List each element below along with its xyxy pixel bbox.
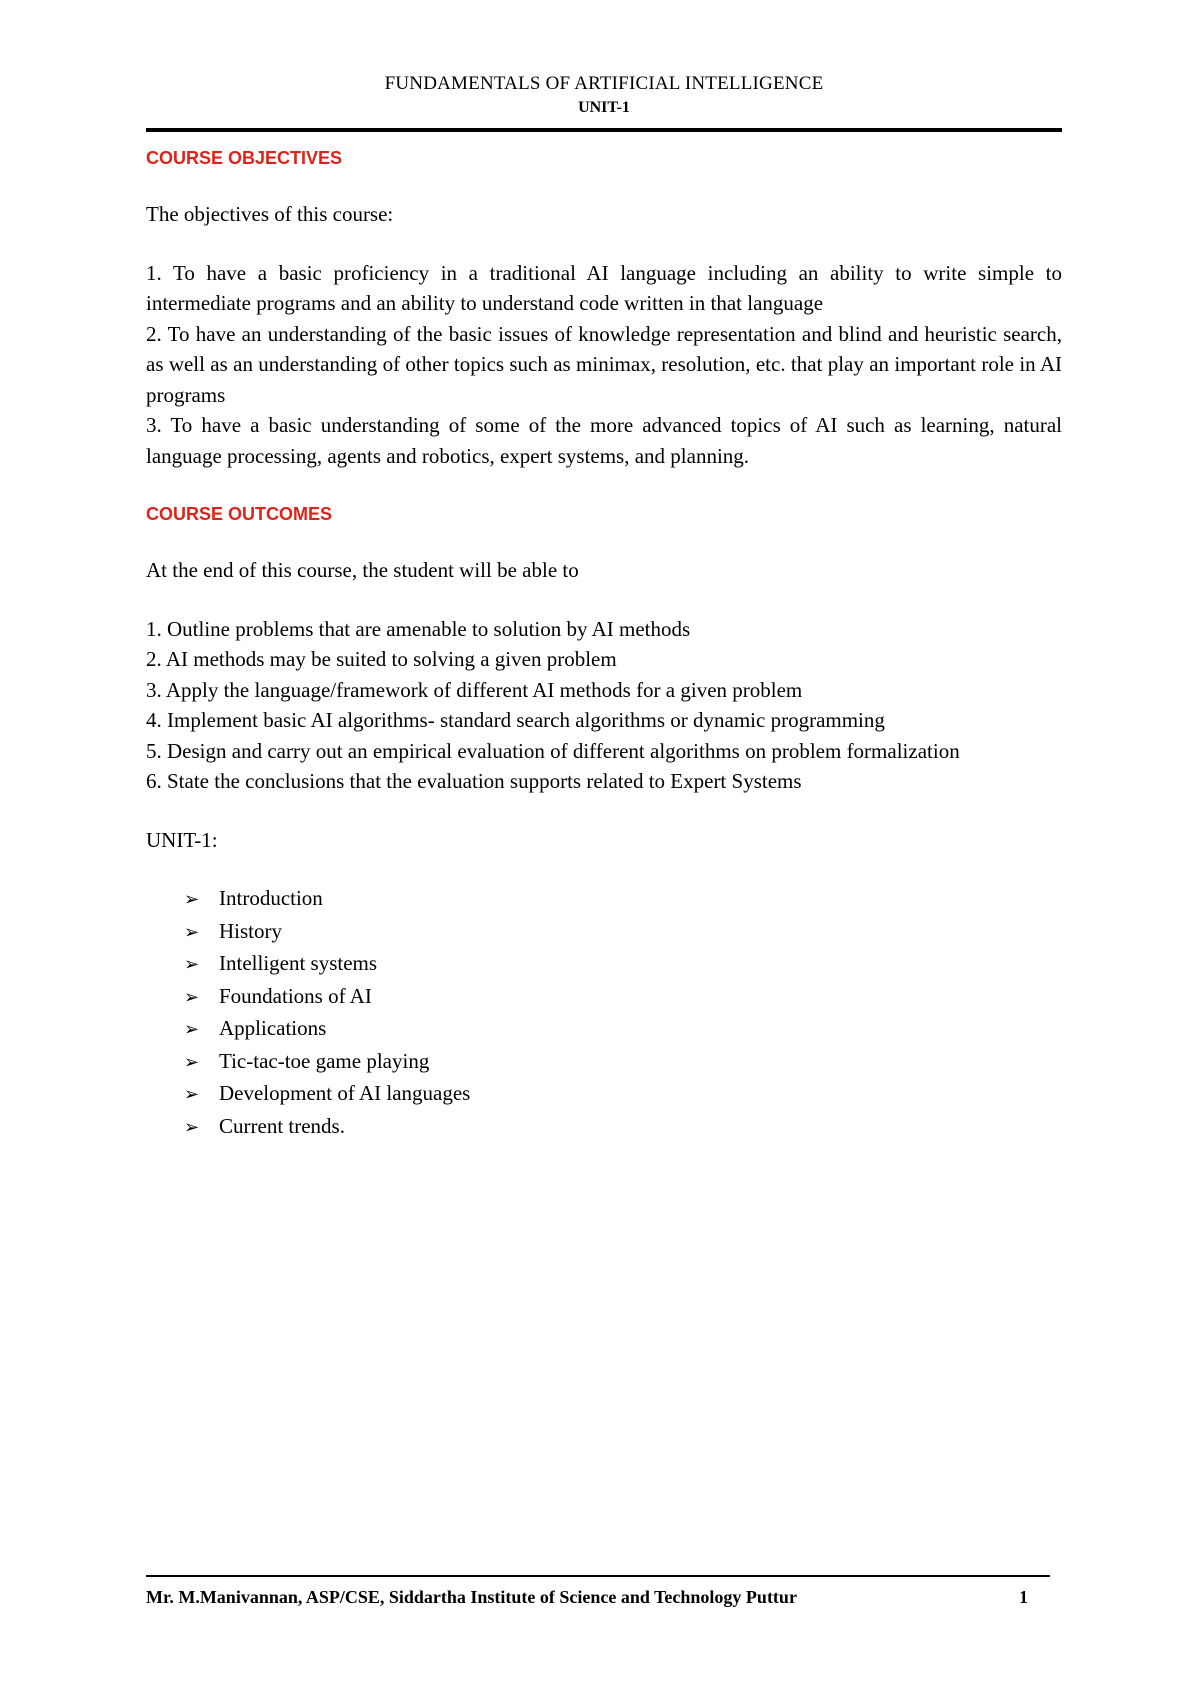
outcome-item: 1. Outline problems that are amenable to solution by AI methods xyxy=(146,616,691,641)
topic-label: Foundations of AI xyxy=(219,983,372,1008)
arrow-bullet-icon: ➢ xyxy=(184,1116,200,1138)
unit-heading: UNIT-1: xyxy=(146,827,218,852)
arrow-bullet-icon: ➢ xyxy=(184,1051,200,1073)
objectives-heading: COURSE OBJECTIVES xyxy=(146,148,343,168)
unit-label: UNIT-1 xyxy=(578,99,630,116)
list-item xyxy=(184,1078,1062,1111)
topic-label: Intelligent systems xyxy=(219,951,378,975)
outcome-item: 2. AI methods may be suited to solving a given problem xyxy=(146,647,617,671)
topic-label: Current trends. xyxy=(219,1113,345,1138)
list-item xyxy=(184,883,1062,916)
unit-topics-list xyxy=(146,883,1062,1143)
objective-item: 2. To have an understanding of the basic issues of knowledge representation and blind and heuristic search, as well as an understanding of other topics such as minimax, resolution, etc. that play an important role in AI programs xyxy=(146,321,1062,407)
objectives-list xyxy=(146,258,1062,472)
topic-label: Development of AI languages xyxy=(219,1081,471,1105)
outcome-item: 4. Implement basic AI algorithms- standard search algorithms or dynamic programming xyxy=(146,708,885,732)
page-footer xyxy=(146,1585,1050,1609)
topic-label: History xyxy=(219,918,282,943)
document-title: FUNDAMENTALS OF ARTIFICIAL INTELLIGENCE xyxy=(384,73,824,94)
arrow-bullet-icon: ➢ xyxy=(184,1019,200,1040)
page-content xyxy=(146,145,1062,1143)
footer-divider xyxy=(146,1575,1050,1577)
outcome-item: 5. Design and carry out an empirical evaluation of different algorithms on problem formalization xyxy=(146,738,960,763)
list-item xyxy=(184,916,1062,949)
topic-label: Applications xyxy=(219,1016,327,1040)
list-item xyxy=(184,1013,1062,1046)
footer-author: Mr. M.Manivannan, ASP/CSE, Siddartha Institute of Science and Technology Puttur xyxy=(146,1587,797,1607)
objective-item: 1. To have a basic proficiency in a traditional AI language including an ability to write simple to intermediate programs and an ability to understand code written in that language xyxy=(146,260,1062,315)
objective-item: 3. To have a basic understanding of some of the more advanced topics of AI such as learning, natural language processing, agents and robotics, expert systems, and planning. xyxy=(146,413,1062,468)
list-item xyxy=(184,1111,1062,1144)
topic-label: Tic-tac-toe game playing xyxy=(219,1048,430,1073)
arrow-bullet-icon: ➢ xyxy=(184,954,200,975)
page-header xyxy=(146,72,1062,120)
objectives-intro: The objectives of this course: xyxy=(146,202,394,226)
arrow-bullet-icon: ➢ xyxy=(184,1084,200,1105)
topic-label: Introduction xyxy=(219,886,323,910)
arrow-bullet-icon: ➢ xyxy=(184,986,200,1008)
list-item xyxy=(184,1046,1062,1079)
outcomes-list xyxy=(146,614,1062,797)
arrow-bullet-icon: ➢ xyxy=(184,889,200,910)
page-number: 1 xyxy=(1019,1587,1028,1607)
arrow-bullet-icon: ➢ xyxy=(184,921,200,943)
outcomes-intro: At the end of this course, the student will be able to xyxy=(146,558,579,582)
list-item xyxy=(184,948,1062,981)
outcome-item: 3. Apply the language/framework of different AI methods for a given problem xyxy=(146,677,803,702)
header-divider xyxy=(146,128,1062,132)
list-item xyxy=(184,981,1062,1014)
outcome-item: 6. State the conclusions that the evaluation supports related to Expert Systems xyxy=(146,769,802,793)
outcomes-heading: COURSE OUTCOMES xyxy=(146,504,333,524)
